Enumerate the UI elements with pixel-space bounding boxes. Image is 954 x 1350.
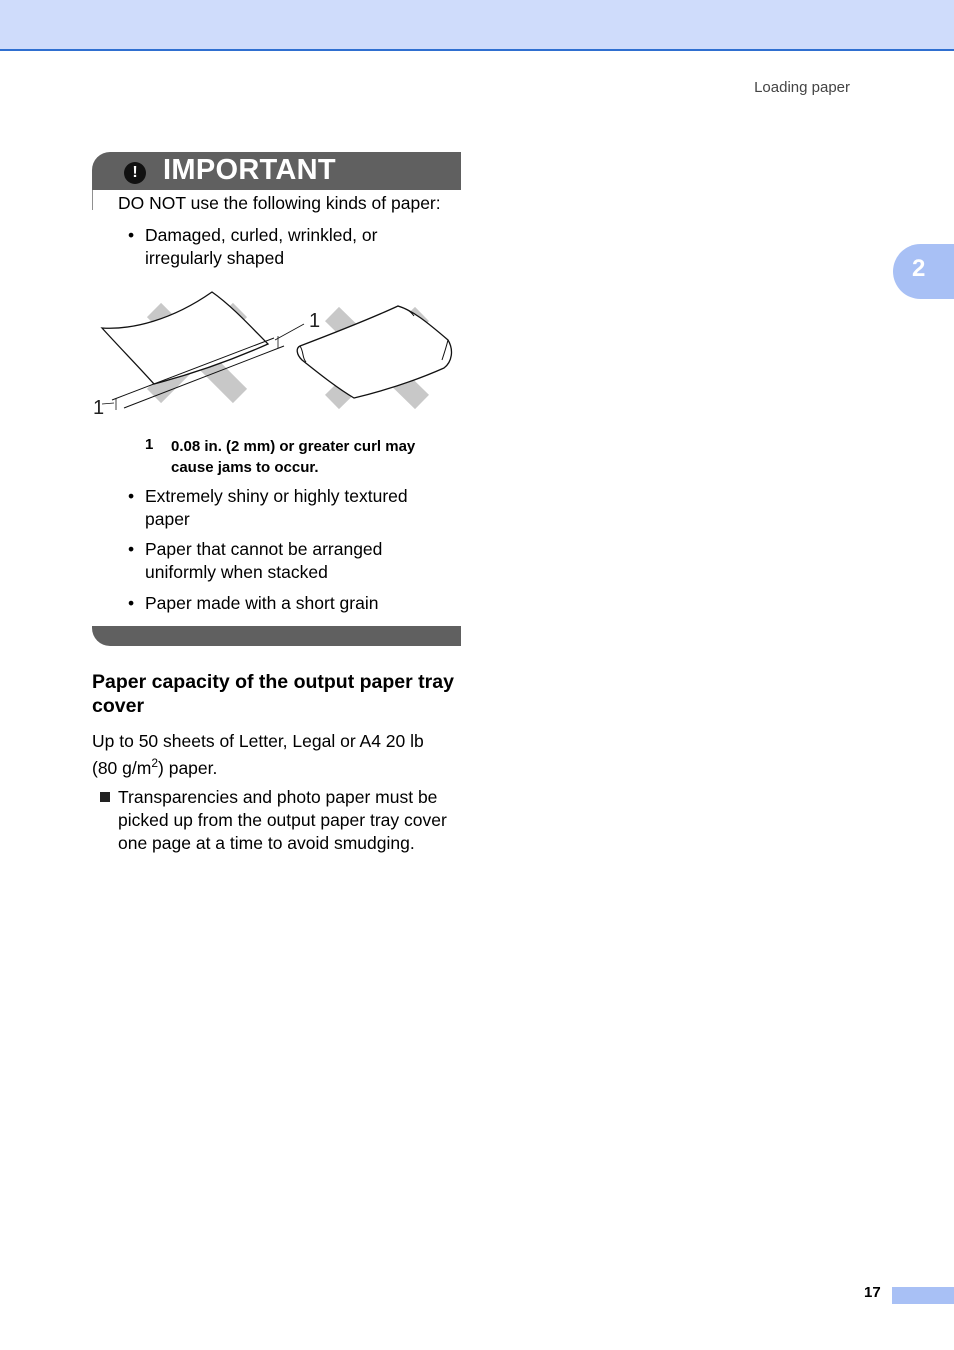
- curled-paper-illustration: [92, 280, 462, 420]
- capacity-paragraph: [92, 728, 462, 782]
- section-heading: Paper capacity of the output paper tray cover: [92, 671, 454, 717]
- important-intro: DO NOT use the following kinds of paper:: [118, 193, 441, 213]
- important-box-edge: [92, 190, 93, 210]
- note-text: Transparencies and photo paper must be picked up from the output paper tray cover one page at a time to avoid smudging.: [118, 787, 447, 853]
- capacity-line-2-pre: (80 g/m: [92, 758, 152, 778]
- capacity-line-1: Up to 50 sheets of Letter, Legal or A4 20 lb: [92, 731, 424, 751]
- callout-label-right: 1: [309, 310, 321, 332]
- capacity-line-2-post: ) paper.: [158, 758, 218, 778]
- chapter-number: 2: [912, 255, 926, 282]
- important-footer: [92, 626, 461, 646]
- bullet-dot: •: [128, 225, 135, 245]
- top-header-band: [0, 0, 954, 51]
- important-header: [92, 152, 461, 190]
- list-item: Paper that cannot be arranged uniformly when stacked: [145, 539, 383, 582]
- chapter-tab: [893, 244, 954, 299]
- figure-caption: 0.08 in. (2 mm) or greater curl may cause jams to occur.: [171, 438, 416, 476]
- page-number: 17: [864, 1284, 881, 1301]
- capacity-superscript: 2: [151, 756, 159, 770]
- list-item: Extremely shiny or highly textured paper: [145, 486, 408, 529]
- curled-paper-figure: [92, 280, 462, 420]
- bullet-dot: •: [128, 539, 135, 559]
- curled-sheet-left: [102, 292, 304, 410]
- bullet-dot: •: [128, 486, 135, 506]
- figure-caption-number: 1: [145, 436, 154, 453]
- square-bullet-icon: [100, 792, 110, 802]
- curled-sheet-right: [297, 306, 451, 398]
- running-header: Loading paper: [754, 79, 850, 96]
- page-number-tab: [892, 1287, 954, 1304]
- list-item: Damaged, curled, wrinkled, or irregularly shaped: [145, 225, 378, 268]
- exclamation-icon: !: [124, 162, 146, 184]
- callout-label-left: 1: [93, 397, 105, 419]
- list-item: Paper made with a short grain: [145, 593, 379, 613]
- bullet-dot: •: [128, 593, 135, 613]
- important-title: IMPORTANT: [163, 154, 336, 186]
